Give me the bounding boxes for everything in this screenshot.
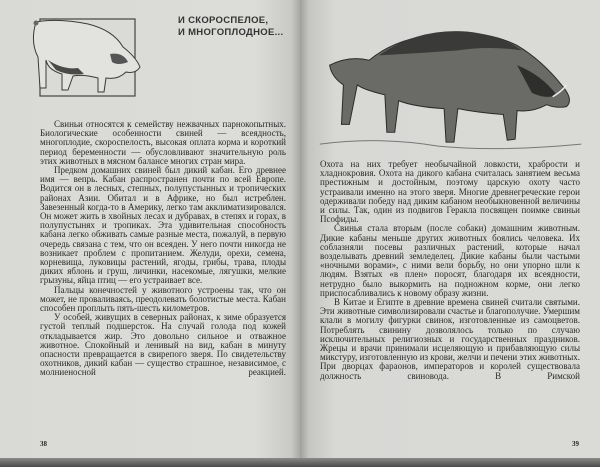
paragraph: Пальцы конечностей у животного устроены так, что он может, не проваливаясь, преодолевать болотистые места. Кабан способен проплыть пять-шесть километров.	[40, 284, 286, 314]
paragraph: У особей, живущих в северных районах, к зиме образуется густой теплый подшерсток. На случай голода под кожей откладывается жир. Это довольно сильное и отважное животное. Спокойный и ленивый на вид, кабан в минуту опасности превращается в свирепого зверя. По свидетельству охотников, дикий кабан — существо страшное, независимое, с молниеносной реакцией.	[40, 312, 286, 378]
boar-illustration	[318, 6, 583, 156]
paragraph: Охота на них требует необычайной ловкости, храбрости и хладнокровия. Охота на дикого кабана считалась занятием весьма престижным и достойным, поэтому царскую охоту часто устраивали именно на этого зверя. Многие древнегреческие герои одерживали победу над диким кабаном необыкновенной величины и силы. Так, один из подвигов Геракла посвящен поимке свиньи Псофиды.	[320, 159, 580, 225]
title-line: И СКОРОСПЕЛОЕ,	[178, 15, 269, 26]
page-number: 39	[572, 440, 579, 448]
right-page	[300, 0, 600, 458]
paragraph: Предком домашних свиней был дикий кабан. Его древнее имя — вепрь. Кабан распространен почти по всей Европе. Водится он в лесных, степных, полупустынных и тропических районах Азии. Обитал и в Африке, но был истреблен. Завезенный когда-то в Америку, легко там акклиматизировался. Он может жить в хвойных лесах и дубравах, в степях и горах, в полупустынях и тропиках. Эта удивительная способность кабана легко обживать самые разные места, пожалуй, в первую очередь связана с тем, что он всеяден. У него почти никогда не возникает проблем с пропитанием. Желуди, орехи, семена, корневища, луковицы растений, ягоды, грибы, трава, плоды диких яблонь и груш, личинки, насекомые, лягушки, мелкие грызуны, яйца птиц — его устраивает все.	[40, 165, 286, 286]
left-page	[0, 0, 300, 458]
title-line: И МНОГОПЛОДНОЕ...	[178, 27, 284, 38]
pig-illustration	[18, 12, 148, 97]
left-page-body	[40, 120, 286, 378]
paragraph: Свиньи относятся к семейству нежвачных парнокопытных. Биологические особенности свиней — всеядность, многоплодие, скороспелость, высокая оплата корма и короткий период беременности — обусловливают значительную роль этих животных в мясном балансе многих стран мира.	[40, 119, 286, 166]
paragraph: В Китае и Египте в древние времена свиней считали святыми. Эти животные символизировали счастье и благополучие. Умершим клали в могилу фигурки свинок, изготовленные из самоцветов. Потреблять свинину дозволялось только по случаю исключительных религиозных и государственных праздников. Жрецы и врачи принимали исцеляющую и прибавляющую силы микстуру, изготовленную из крови, желчи и печени этих животных. При дворцах фараонов, императоров и королей существовала должность свиновода. В Римской	[320, 297, 581, 381]
right-page-body	[320, 160, 580, 381]
chapter-title	[178, 15, 283, 39]
page-number: 38	[40, 440, 47, 448]
book-bottom-edge	[0, 458, 600, 467]
paragraph: Свинья стала вторым (после собаки) домашним животным. Дикие кабаны меньше других животных боялись человека. Их соблазняли посевы различных растений, которые начал возделывать древний земледелец. Дикие кабаны были частыми «ночными ворами», с ними вели борьбу, но они упорно шли к людям. Взятых «в плен» поросят, благодаря их всеядности, нетрудно было выкормить на подножном корме, они легко приспосабливались к новому образу жизни.	[320, 223, 580, 298]
